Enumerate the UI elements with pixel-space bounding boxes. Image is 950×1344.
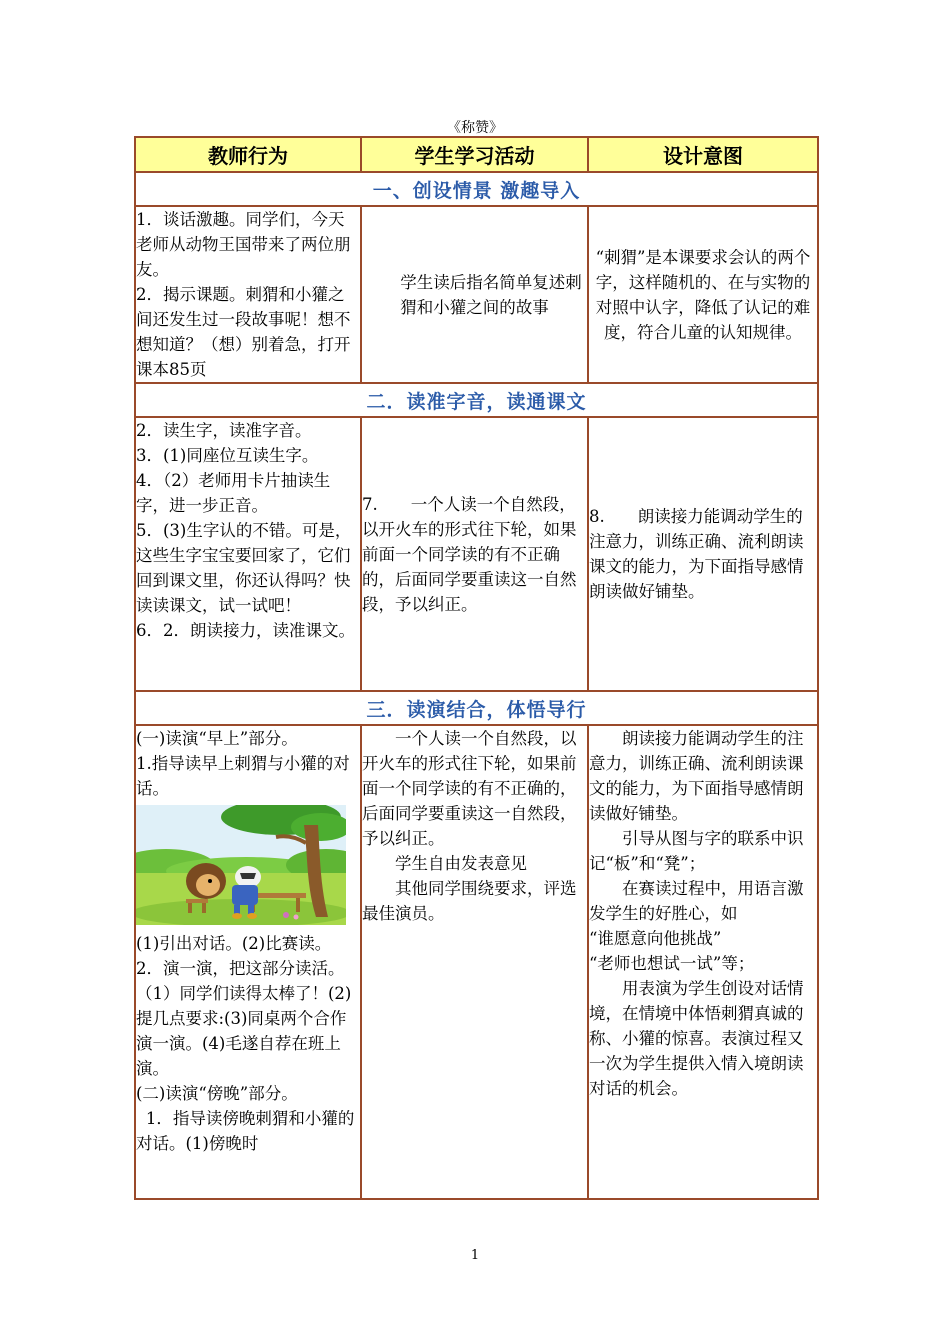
intent-text: 8. 朗读接力能调动学生的注意力，训练正确、流利朗读课文的能力，为下面指导感情朗读做好铺垫。: [589, 507, 804, 601]
student-text: 其他同学围绕要求，评选最佳演员。: [362, 879, 577, 923]
teacher-text: 2．读生字，读准字音。: [136, 421, 312, 440]
student-text: 7. 一个人读一个自然段，以开火车的形式往下轮，如果前面一个同学读的有不正确的，后面同学要重读这一自然段，予以纠正。: [362, 494, 577, 614]
teacher-text: 2．演一演，把这部分读活。: [136, 959, 345, 978]
table-row: [135, 417, 818, 691]
intent-text: 朗读接力能调动学生的注意力，训练正确、流利朗读课文的能力，为下面指导感情朗读做好铺垫。: [589, 729, 804, 823]
hedgehog-badger-image: [136, 805, 346, 925]
header-teacher: 教师行为: [135, 137, 361, 172]
intent-text: 引导从图与字的联系中识记“板”和“凳”；: [589, 829, 804, 873]
document-title: 《称赞》: [447, 120, 503, 136]
teacher-text: (1)引出对话。(2)比赛读。: [136, 934, 332, 953]
lesson-plan-table: [134, 136, 819, 1200]
student-text: 学生读后指名简单复述刺猬和小獾之间的故事: [400, 272, 582, 317]
teacher-cell: [135, 206, 361, 383]
teacher-text: 3．(1)同座位互读生字。: [136, 446, 319, 465]
intent-text: 在赛读过程中，用语言激发学生的好胜心，如: [589, 879, 804, 923]
teacher-text: 5．(3)生字认的不错。可是，这些生字宝宝要回家了，它们回到课文里，你还认得吗？快读读课文，试一试吧！: [136, 521, 352, 615]
intent-cell: [588, 417, 818, 691]
teacher-text: (一)读演“早上”部分。: [136, 729, 298, 748]
teacher-text: 2．揭示课题。刺猬和小獾之间还发生过一段故事呢！想不想知道？（想）别着急，打开课本85页: [136, 285, 351, 379]
table-row: [135, 206, 818, 383]
student-text: 一个人读一个自然段，以开火车的形式往下轮，如果前面一个同学读的有不正确的，后面同学要重读这一自然段，予以纠正。: [362, 729, 577, 848]
teacher-cell: [135, 417, 361, 691]
teacher-text: 4．（2）老师用卡片抽读生字，进一步正音。: [136, 471, 331, 515]
student-cell: [361, 206, 588, 383]
intent-text: “老师也想试一试”等；: [589, 954, 755, 973]
header-intent: 设计意图: [588, 137, 818, 172]
teacher-text: 1.指导读早上刺猬与小獾的对话。: [136, 754, 350, 798]
intent-cell: [588, 206, 818, 383]
teacher-text: 1．指导读傍晚刺猬和小獾的对话。(1)傍晚时: [136, 1109, 355, 1153]
intent-text: “刺猬”是本课要求会认的两个字，这样随机的、在与实物的对照中认字，降低了认记的难度，符合儿童的认知规律。: [595, 247, 811, 342]
page-number: 1: [470, 1248, 480, 1263]
intent-text: “谁愿意向他挑战”: [589, 929, 722, 948]
teacher-cell: [135, 725, 361, 1199]
teacher-text: 6．2．朗读接力，读准课文。: [136, 621, 355, 640]
header-student: 学生学习活动: [361, 137, 588, 172]
student-cell: [361, 417, 588, 691]
section-title: 二．读准字音，读通课文: [135, 383, 818, 417]
teacher-text: （1）同学们读得太棒了！(2)提几点要求:(3)同桌两个合作演一演。(4)毛遂自荐在班上演。: [136, 984, 352, 1078]
teacher-text: 1．谈话激趣。同学们，今天老师从动物王国带来了两位朋友。: [136, 210, 351, 279]
intent-text: 用表演为学生创设对话情境，在情境中体悟刺猬真诚的称、小獾的惊喜。表演过程又一次为学生提供入情入境朗读对话的机会。: [589, 979, 804, 1098]
section-title: 一、创设情景 激趣导入: [135, 172, 818, 206]
student-text: 学生自由发表意见: [395, 854, 527, 873]
intent-cell: [588, 725, 818, 1199]
student-cell: [361, 725, 588, 1199]
section-title: 三．读演结合，体悟导行: [135, 691, 818, 725]
header-row: [135, 137, 818, 172]
teacher-text: (二)读演“傍晚”部分。: [136, 1084, 298, 1103]
table-row: [135, 725, 818, 1199]
